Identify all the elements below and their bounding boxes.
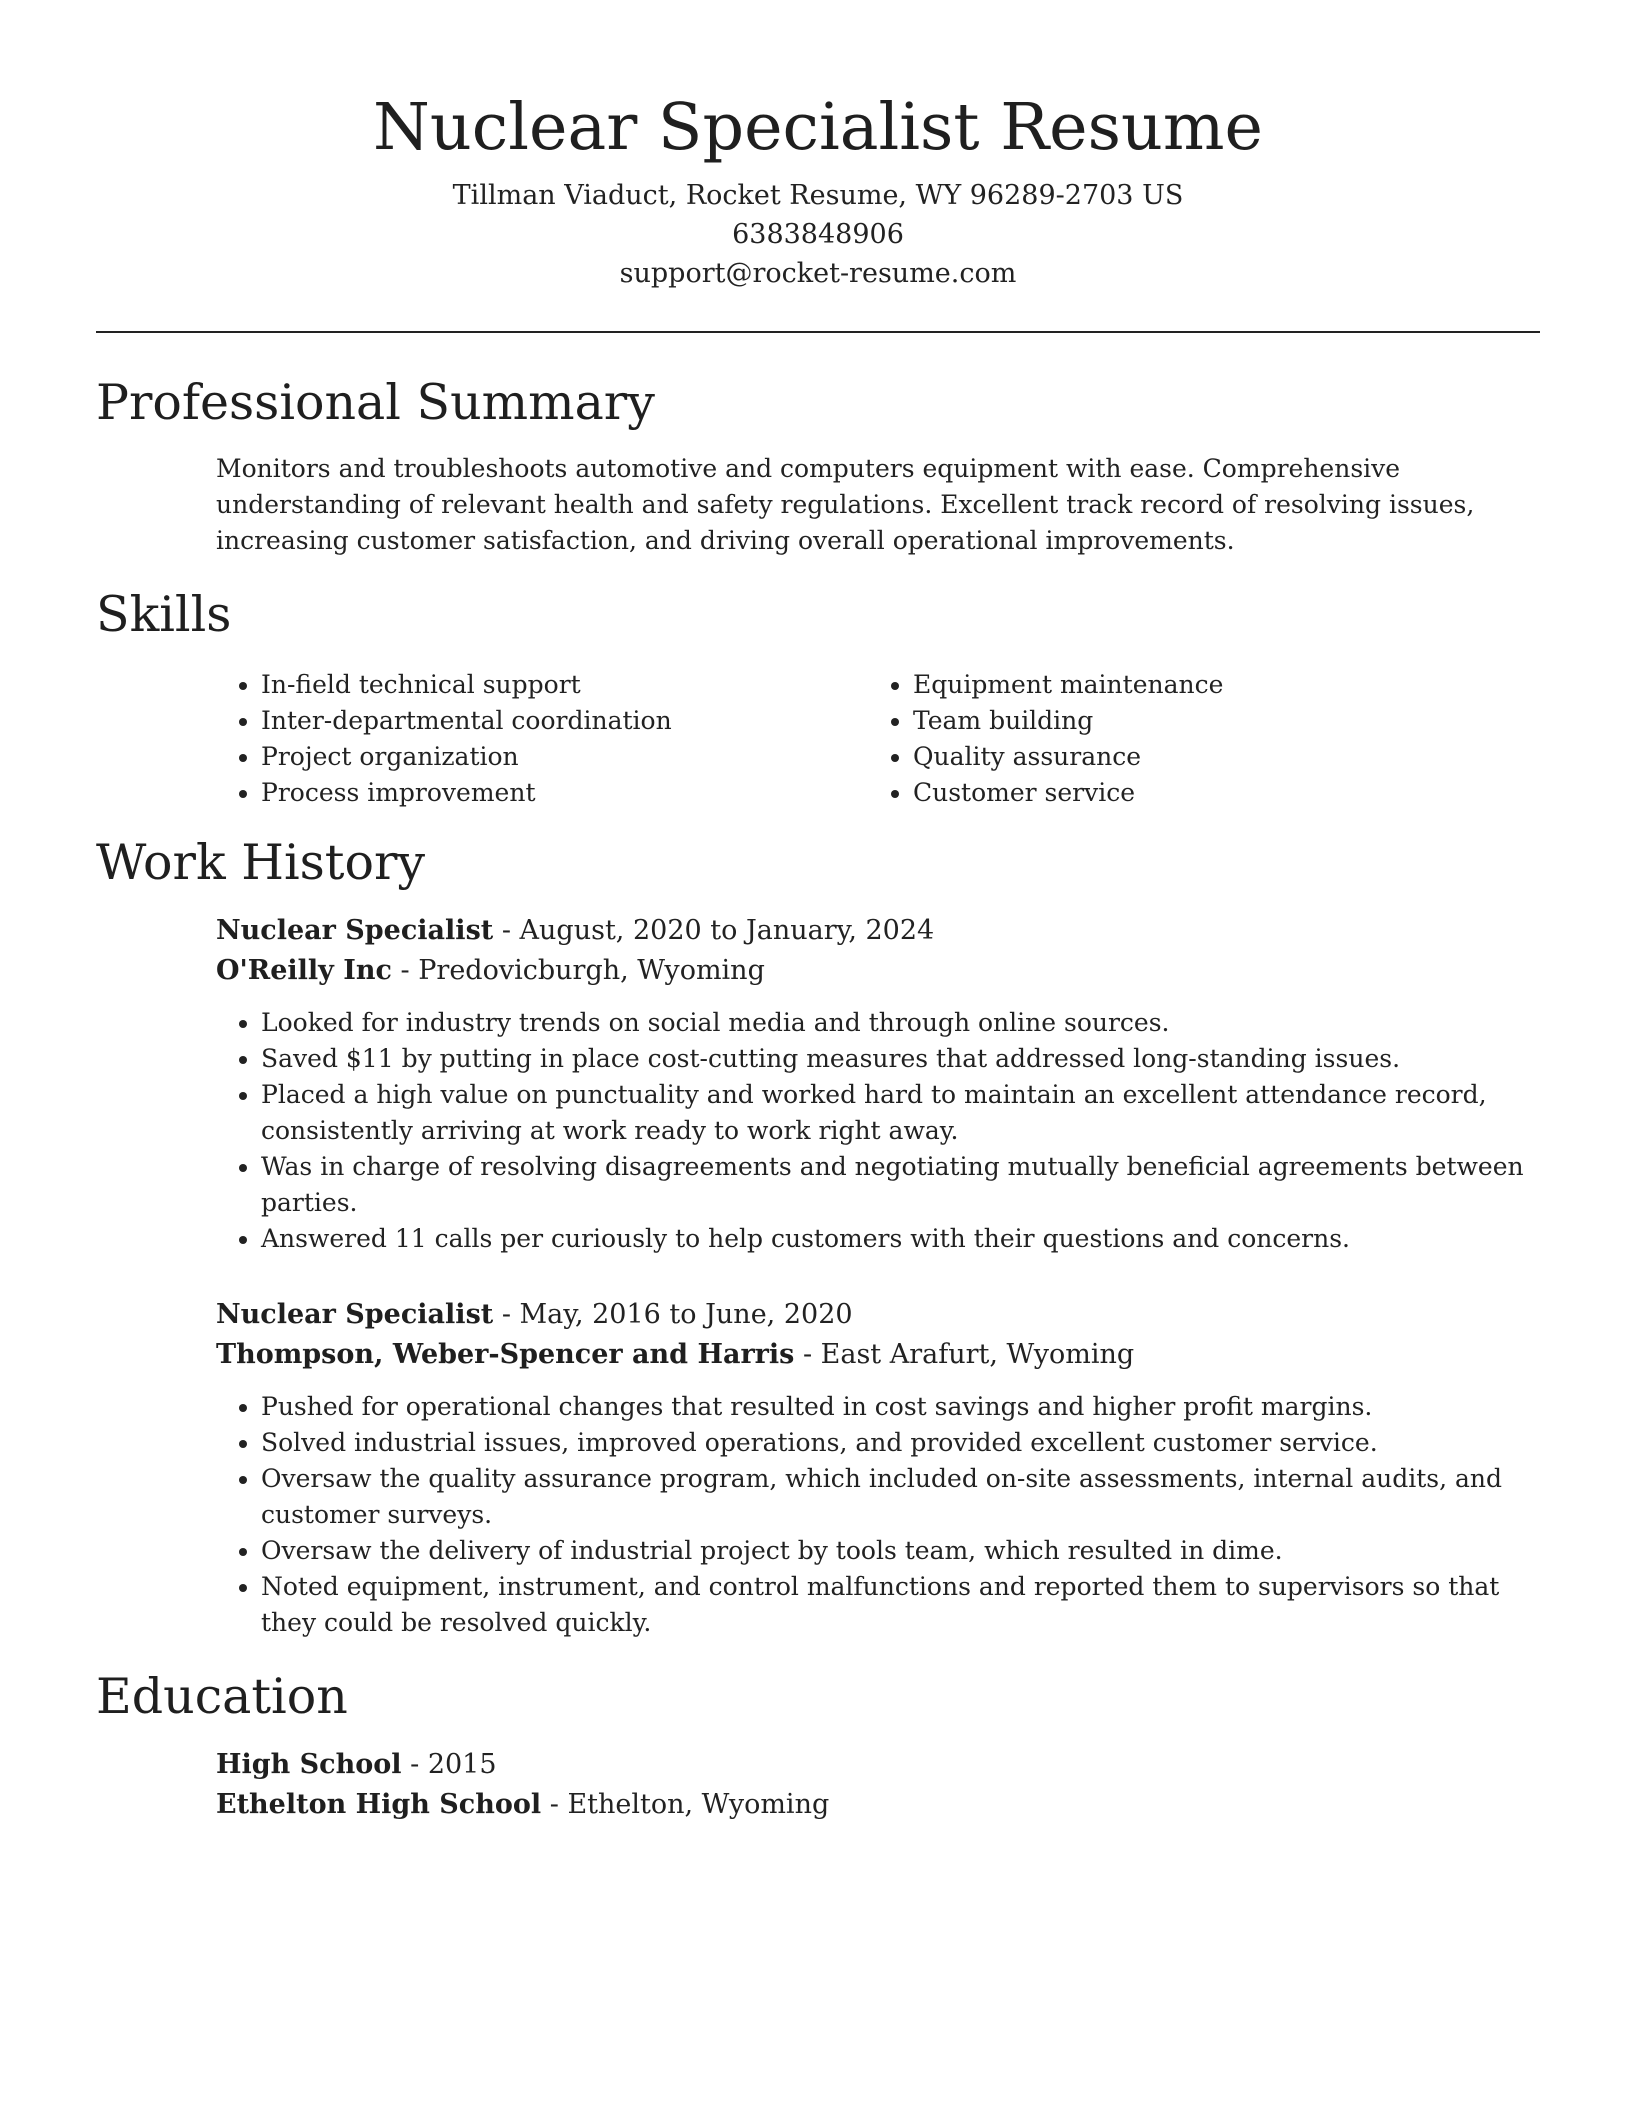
job-entry xyxy=(216,911,1540,1257)
work-history-heading: Work History xyxy=(96,834,426,891)
job-location: - Predovicburgh, Wyoming xyxy=(391,955,765,986)
job-bullets xyxy=(216,1389,1540,1641)
graduation-year: - 2015 xyxy=(401,1749,497,1780)
skills-heading: Skills xyxy=(96,586,232,643)
job-bullet: • Was in charge of resolving disagreements and negotiating mutually beneficial agreements between parties. xyxy=(261,1149,1540,1221)
skills-column-right xyxy=(868,667,1520,811)
job-title: Nuclear Specialist xyxy=(216,915,494,946)
education-heading: Education xyxy=(96,1668,348,1725)
job-company: O'Reilly Inc xyxy=(216,955,392,986)
job-bullet: • Oversaw the quality assurance program, which included on-site assessments, internal audits, and customer surveys. xyxy=(261,1461,1540,1533)
job-entry xyxy=(216,1295,1540,1641)
phone: 6383848906 xyxy=(732,219,904,250)
job-dates: - August, 2020 to January, 2024 xyxy=(493,915,935,946)
job-bullet: • Placed a high value on punctuality and worked hard to maintain an excellent attendance record, consistently arriving at work ready to work right away. xyxy=(261,1077,1540,1149)
skill-item: • Customer service xyxy=(913,775,1520,811)
skill-item: • Quality assurance xyxy=(913,739,1520,775)
skill-item: • Process improvement xyxy=(261,775,868,811)
skills-list xyxy=(216,667,1540,811)
job-bullet: • Noted equipment, instrument, and control malfunctions and reported them to supervisors so that they could be resolved quickly. xyxy=(261,1569,1540,1641)
degree-line xyxy=(216,1745,1540,1785)
job-dates: - May, 2016 to June, 2020 xyxy=(493,1299,853,1330)
resume-page xyxy=(96,0,1540,1825)
job-company-line xyxy=(216,1335,1540,1375)
job-title-line xyxy=(216,911,1540,951)
job-company: Thompson, Weber-Spencer and Harris xyxy=(216,1339,795,1370)
skills-column-left xyxy=(216,667,868,811)
resume-header xyxy=(96,0,1540,293)
job-bullet: • Saved $11 by putting in place cost-cutting measures that addressed long-standing issues. xyxy=(261,1041,1540,1077)
skill-item: • In-field technical support xyxy=(261,667,868,703)
job-bullets xyxy=(216,1005,1540,1257)
resume-title: Nuclear Specialist Resume xyxy=(373,90,1263,165)
job-bullet: • Oversaw the delivery of industrial project by tools team, which resulted in dime. xyxy=(261,1533,1540,1569)
school-line xyxy=(216,1785,1540,1825)
degree: High School xyxy=(216,1749,402,1780)
skill-item: • Inter-departmental coordination xyxy=(261,703,868,739)
job-company-line xyxy=(216,951,1540,991)
header-divider xyxy=(96,331,1540,333)
job-location: - East Arafurt, Wyoming xyxy=(794,1339,1135,1370)
skill-item: • Equipment maintenance xyxy=(913,667,1520,703)
summary-text: Monitors and troubleshoots automotive and computers equipment with ease. Comprehensive understanding of relevant health and safety regulations. Excellent track record of resolving issues, increasing customer satisfaction, and driving overall operational improvements. xyxy=(216,454,1475,555)
school-name: Ethelton High School xyxy=(216,1789,542,1820)
summary-heading: Professional Summary xyxy=(96,374,655,431)
job-bullet: • Pushed for operational changes that resulted in cost savings and higher profit margins. xyxy=(261,1389,1540,1425)
job-bullet: • Solved industrial issues, improved operations, and provided excellent customer service. xyxy=(261,1425,1540,1461)
job-title: Nuclear Specialist xyxy=(216,1299,494,1330)
school-location: - Ethelton, Wyoming xyxy=(541,1789,830,1820)
job-title-line xyxy=(216,1295,1540,1335)
address: Tillman Viaduct, Rocket Resume, WY 96289-2703 US xyxy=(452,180,1184,211)
job-bullet: • Answered 11 calls per curiously to help customers with their questions and concerns. xyxy=(261,1221,1540,1257)
education-entry xyxy=(216,1745,1540,1825)
skill-item: • Project organization xyxy=(261,739,868,775)
email: support@rocket-resume.com xyxy=(619,258,1017,289)
job-bullet: • Looked for industry trends on social media and through online sources. xyxy=(261,1005,1540,1041)
skill-item: • Team building xyxy=(913,703,1520,739)
